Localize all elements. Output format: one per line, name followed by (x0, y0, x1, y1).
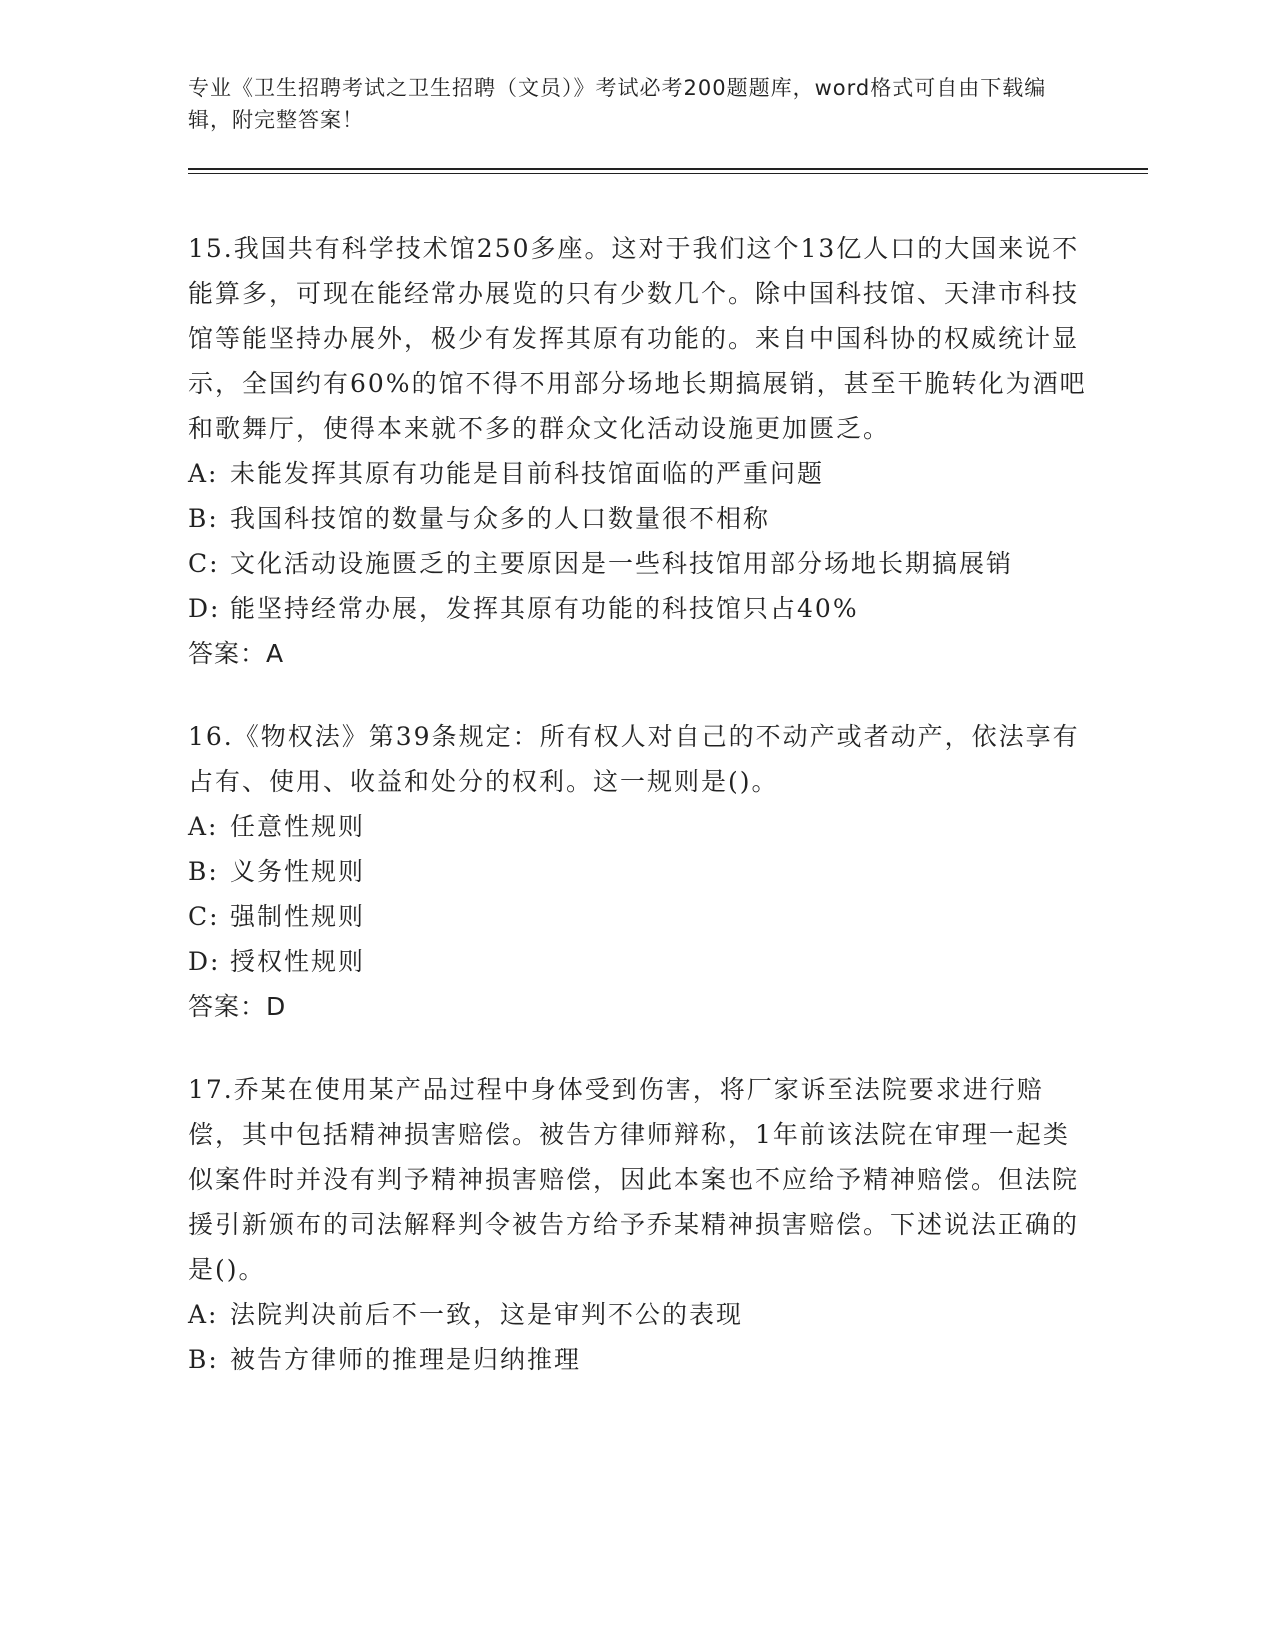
option-key: C: (188, 549, 220, 578)
option-c (188, 541, 1148, 586)
option-text: 能坚持经常办展，发挥其原有功能的科技馆只占40% (230, 594, 859, 623)
option-list (188, 804, 1148, 984)
question-stem: 17.乔某在使用某产品过程中身体受到伤害，将厂家诉至法院要求进行赔偿，其中包括精神损害赔偿。被告方律师辩称，1年前该法院在审理一起类似案件时并没有判予精神损害赔偿，因此本案也不应给予精神赔偿。但法院援引新颁布的司法解释判令被告方给予乔某精神损害赔偿。下述说法正确的是()。 (188, 1075, 1080, 1284)
answer-line: 答案：D (188, 992, 287, 1021)
option-key: B: (188, 857, 219, 886)
option-key: B: (188, 1345, 219, 1374)
document-page (188, 72, 1148, 1382)
option-key: D: (188, 947, 221, 976)
option-list (188, 451, 1148, 631)
answer-line: 答案：A (188, 639, 285, 668)
header-divider (188, 168, 1148, 174)
question-15 (188, 226, 1148, 676)
option-a (188, 451, 1148, 496)
option-text: 我国科技馆的数量与众多的人口数量很不相称 (230, 504, 771, 533)
option-text: 任意性规则 (230, 812, 366, 841)
question-stem: 16.《物权法》第39条规定：所有权人对自己的不动产或者动产，依法享有占有、使用、收益和处分的权利。这一规则是()。 (188, 722, 1080, 796)
option-a (188, 1292, 1148, 1337)
option-d (188, 939, 1148, 984)
option-key: A: (188, 812, 219, 841)
option-key: A: (188, 459, 219, 488)
question-16 (188, 714, 1148, 1029)
option-key: B: (188, 504, 219, 533)
option-list (188, 1292, 1148, 1382)
option-c (188, 894, 1148, 939)
option-b (188, 849, 1148, 894)
document-header: 专业《卫生招聘考试之卫生招聘（文员）》考试必考200题题库，word格式可自由下载编辑，附完整答案！ (188, 76, 1047, 132)
option-a (188, 804, 1148, 849)
question-stem: 15.我国共有科学技术馆250多座。这对于我们这个13亿人口的大国来说不能算多，可现在能经常办展览的只有少数几个。除中国科技馆、天津市科技馆等能坚持办展外，极少有发挥其原有功能的。来自中国科协的权威统计显示，全国约有60%的馆不得不用部分场地长期搞展销，甚至干脆转化为酒吧和歌舞厅，使得本来就不多的群众文化活动设施更加匮乏。 (188, 234, 1087, 443)
option-d (188, 586, 1148, 631)
option-text: 被告方律师的推理是归纳推理 (230, 1345, 582, 1374)
option-text: 法院判决前后不一致，这是审判不公的表现 (230, 1300, 744, 1329)
option-text: 义务性规则 (230, 857, 366, 886)
option-key: C: (188, 902, 220, 931)
option-text: 未能发挥其原有功能是目前科技馆面临的严重问题 (230, 459, 825, 488)
option-text: 授权性规则 (230, 947, 366, 976)
option-text: 文化活动设施匮乏的主要原因是一些科技馆用部分场地长期搞展销 (230, 549, 1014, 578)
option-b (188, 496, 1148, 541)
option-text: 强制性规则 (230, 902, 366, 931)
option-b (188, 1337, 1148, 1382)
option-key: A: (188, 1300, 219, 1329)
question-17 (188, 1067, 1148, 1382)
option-key: D: (188, 594, 221, 623)
